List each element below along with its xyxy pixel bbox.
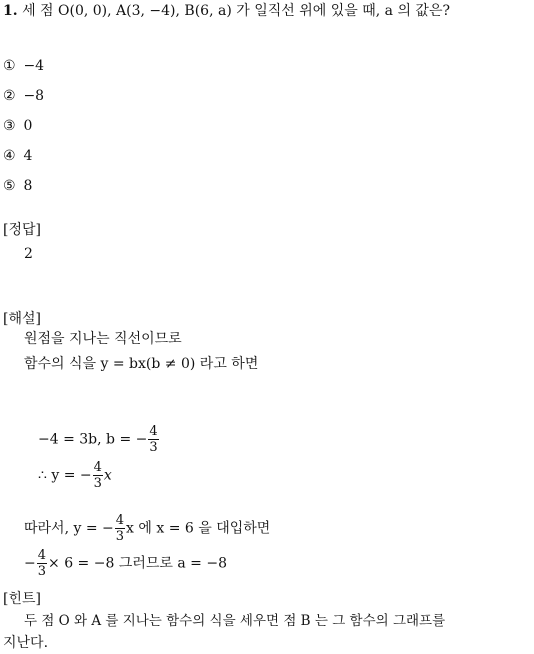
choice-marker: ② <box>3 88 16 104</box>
choice-value: −8 <box>23 88 45 104</box>
choice-value: −4 <box>23 58 45 74</box>
explanation-line-4 <box>24 548 227 579</box>
choice-1[interactable] <box>3 57 44 75</box>
equation-1-left: −4 = 3b, b = − <box>38 431 148 448</box>
hint-label: [힌트] <box>3 591 41 607</box>
choice-4[interactable] <box>3 147 32 165</box>
fraction <box>148 424 158 455</box>
answer-label: [정답] <box>3 222 41 238</box>
choice-marker: ④ <box>3 148 16 164</box>
fraction-numerator: 4 <box>149 424 158 439</box>
answer-value: 2 <box>24 246 33 262</box>
explanation-line-2: 함수의 식을 y = bx(b ≠ 0) 라고 하면 <box>24 356 259 372</box>
question-text: 세 점 O(0, 0), A(3, −4), B(6, a) 가 일직선 위에 있을 때, a 의 값은? <box>22 3 450 19</box>
equation-2-right: x <box>103 467 112 484</box>
choice-value: 4 <box>23 148 33 164</box>
explanation-line-3 <box>24 513 270 544</box>
question-number: 1. <box>3 3 18 19</box>
fraction-denominator: 3 <box>115 529 125 544</box>
fraction-denominator: 3 <box>93 476 102 491</box>
explanation-label: [해설] <box>3 311 41 327</box>
equation-2-left: ∴ y = − <box>38 467 92 484</box>
line-4-right: × 6 = −8 그러므로 a = −8 <box>48 555 227 572</box>
equation-1 <box>38 424 160 455</box>
choice-5[interactable] <box>3 177 32 195</box>
fraction-numerator: 4 <box>115 513 125 528</box>
choice-2[interactable] <box>3 87 44 105</box>
choice-3[interactable] <box>3 117 32 135</box>
choice-marker: ① <box>3 58 16 74</box>
fraction-denominator: 3 <box>37 564 47 579</box>
fraction-denominator: 3 <box>149 440 158 455</box>
line-3-left: 따라서, y = − <box>24 520 114 537</box>
choice-marker: ⑤ <box>3 178 16 194</box>
line-4-left: − <box>24 555 36 572</box>
fraction <box>115 513 125 544</box>
question <box>3 2 450 20</box>
line-3-right: x 에 x = 6 을 대입하면 <box>126 520 271 537</box>
fraction-numerator: 4 <box>93 460 102 475</box>
fraction <box>93 460 103 491</box>
hint-line-2: 지난다. <box>3 635 49 651</box>
equation-2 <box>38 460 112 491</box>
fraction <box>37 548 47 579</box>
explanation-line-1: 원점을 지나는 직선이므로 <box>24 331 182 347</box>
choice-marker: ③ <box>3 118 16 134</box>
hint-line-1: 두 점 O 와 A 를 지나는 함수의 식을 세우면 점 B 는 그 함수의 그래프를 <box>24 613 446 629</box>
choice-value: 8 <box>23 178 33 194</box>
fraction-numerator: 4 <box>37 548 47 563</box>
choice-value: 0 <box>23 118 33 134</box>
